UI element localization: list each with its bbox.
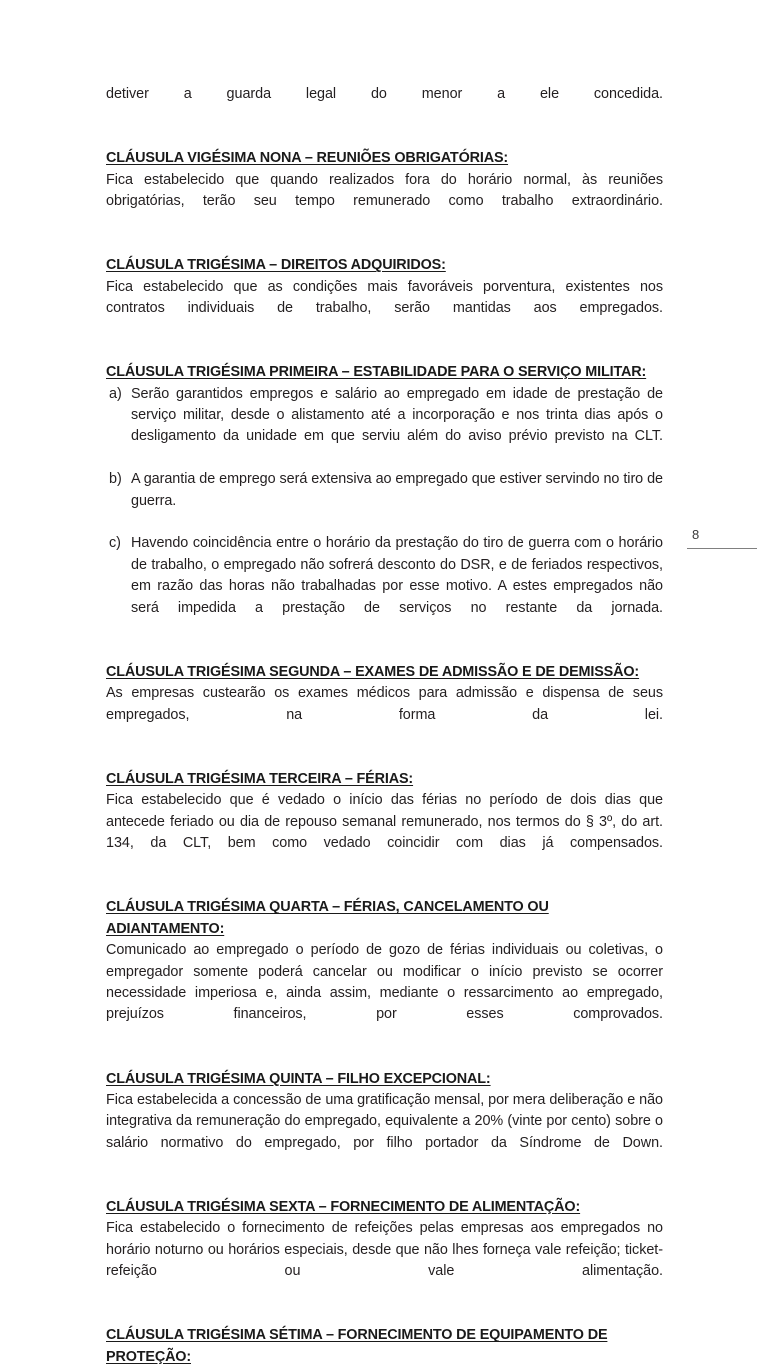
body-paragraph: Fica estabelecido que é vedado o início das férias no período de dois dias que antecede feriado ou dia de repouso semanal remunerado, nos termos do § 3º, do art. 134, da CLT, bem como vedado coincidir com dias já compensados. [106,792,663,852]
body-paragraph: detiver a guarda legal do menor a ele concedida. [106,86,663,102]
paragraph-spacer [106,1176,663,1197]
page-number-rule [687,548,757,549]
body-paragraph: Fica estabelecido que quando realizados fora do horário normal, às reuniões obrigatórias, terão seu tempo remunerado como trabalho extraordinário. [106,171,663,210]
list-item-text: Havendo coincidência entre o horário da prestação do tiro de guerra com o horário de trabalho, o empregado não sofrerá desconto do DSR, e de feriados respectivos, em razão das horas não trabalhadas por esse motivo. A estes empregados não será impedida a prestação de serviços no restante da jornada. [131,535,663,616]
list-item-marker: a) [109,385,122,402]
clause-heading [106,897,663,940]
clause-heading [106,1069,663,1090]
clause-heading-text: CLÁUSULA TRIGÉSIMA QUARTA – FÉRIAS, CANCELAMENTO OU ADIANTAMENTO: [106,899,549,937]
page-number-block [687,527,758,549]
list-item [106,469,663,533]
paragraph-spacer [106,234,663,255]
clause-heading [106,255,663,276]
paragraph-spacer [106,341,663,362]
clause-heading [106,769,663,790]
paragraph-spacer [106,1047,663,1068]
clause-heading [106,1325,663,1368]
clause-heading-text: CLÁUSULA TRIGÉSIMA SEXTA – FORNECIMENTO DE ALIMENTAÇÃO: [106,1199,581,1215]
page-number: 8 [692,527,700,542]
clause-heading [106,662,663,683]
clause-heading-text: CLÁUSULA VIGÉSIMA NONA – REUNIÕES OBRIGATÓRIAS: [106,150,509,167]
clause-heading-text: CLÁUSULA TRIGÉSIMA PRIMEIRA – ESTABILIDADE PARA O SERVIÇO MILITAR: [106,364,647,381]
document-body [106,84,663,1368]
list-item-marker: b) [109,471,122,488]
clause-heading-text: CLÁUSULA TRIGÉSIMA SÉTIMA – FORNECIMENTO DE EQUIPAMENTO DE PROTEÇÃO: [106,1327,608,1365]
clause-heading [106,362,663,383]
paragraph-spacer [106,748,663,769]
clause-heading-text: CLÁUSULA TRIGÉSIMA – DIREITOS ADQUIRIDOS: [106,257,446,274]
list-item-text: A garantia de emprego será extensiva ao empregado que estiver servindo no tiro de guerra. [131,471,663,509]
paragraph-spacer [106,876,663,897]
body-paragraph: Fica estabelecido o fornecimento de refeições pelas empresas aos empregados no horário noturno ou horários especiais, desde que não lhes forneça vale refeição; ticket-refeição ou vale alimentação. [106,1220,663,1280]
paragraph-spacer [106,1304,663,1325]
clause-heading-text: CLÁUSULA TRIGÉSIMA QUINTA – FILHO EXCEPCIONAL: [106,1070,491,1087]
clause-heading [106,1197,663,1218]
paragraph-spacer [106,641,663,662]
list-item-text: Serão garantidos empregos e salário ao empregado em idade de prestação de serviço militar, desde o alistamento até a incorporação e nos trinta dias após o desligamento da unidade em que serviu além do aviso prévio previsto na CLT. [131,385,663,445]
body-paragraph: As empresas custearão os exames médicos para admissão e dispensa de seus empregados, na forma da lei. [106,685,663,723]
body-paragraph: Fica estabelecido que as condições mais favoráveis porventura, existentes nos contratos individuais de trabalho, serão mantidas aos empregados. [106,278,663,317]
list-item [106,384,663,470]
body-paragraph: Fica estabelecida a concessão de uma gratificação mensal, por mera deliberação e não integrativa da remuneração do empregado, equivalente a 20% (vinte por cento) sobre o salário normativo do empregado, por filho portador da Síndrome de Down. [106,1091,663,1151]
list-item-marker: c) [109,535,121,552]
clause-heading-text: CLÁUSULA TRIGÉSIMA TERCEIRA – FÉRIAS: [106,770,414,787]
clause-heading-text: CLÁUSULA TRIGÉSIMA SEGUNDA – EXAMES DE ADMISSÃO E DE DEMISSÃO: [106,663,640,680]
lettered-list [106,384,663,641]
body-paragraph: Comunicado ao empregado o período de gozo de férias individuais ou coletivas, o empregador somente poderá cancelar ou modificar o início previsto se ocorrer necessidade imperiosa e, ainda assim, mediante o ressarcimento ao empregado, prejuízos financeiros, por esses comprovados. [106,942,663,1023]
clause-heading [106,148,663,169]
list-item [106,533,663,640]
paragraph-spacer [106,127,663,148]
